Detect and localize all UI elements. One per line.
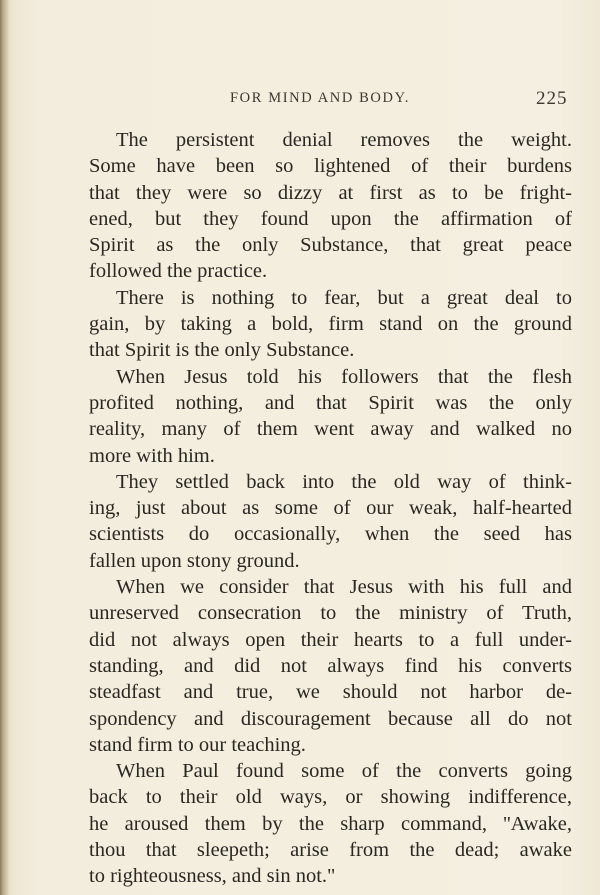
text-line: unreserved consecration to the ministry of Truth, bbox=[89, 602, 572, 625]
page-number: 225 bbox=[536, 88, 568, 109]
text-line: Some have been so lightened of their burdens bbox=[89, 155, 572, 178]
text-line: They settled back into the old way of think- bbox=[116, 470, 572, 493]
text-line: fallen upon stony ground. bbox=[89, 549, 300, 572]
text-line: to righteousness, and sin not." bbox=[89, 865, 336, 888]
text-line: that Spirit is the only Substance. bbox=[89, 339, 355, 362]
text-line: did not always open their hearts to a full under- bbox=[89, 628, 572, 651]
text-line: followed the practice. bbox=[89, 260, 268, 283]
text-line: that they were so dizzy at first as to be fright- bbox=[89, 181, 572, 204]
text-line: thou that sleepeth; arise from the dead; awake bbox=[89, 839, 572, 862]
text-line: When Paul found some of the converts going bbox=[116, 760, 572, 783]
text-line: steadfast and true, we should not harbor de- bbox=[89, 681, 572, 704]
text-line: reality, many of them went away and walked no bbox=[89, 418, 572, 441]
text-line: The persistent denial removes the weight. bbox=[116, 129, 572, 151]
text-line: When we consider that Jesus with his full and bbox=[116, 576, 572, 599]
running-head bbox=[0, 88, 600, 110]
text-line: back to their old ways, or showing indifference, bbox=[89, 786, 572, 809]
text-line: more with him. bbox=[89, 444, 215, 467]
text-line: There is nothing to fear, but a great deal to bbox=[116, 286, 572, 309]
page-gutter-edge bbox=[0, 0, 10, 895]
running-head-title: FOR MIND AND BODY. bbox=[230, 90, 411, 106]
text-line: gain, by taking a bold, firm stand on the ground bbox=[89, 313, 572, 336]
text-line: Spirit as the only Substance, that great peace bbox=[89, 234, 572, 257]
text-line: ing, just about as some of our weak, half-hearted bbox=[89, 497, 572, 520]
text-line: stand firm to our teaching. bbox=[89, 733, 306, 756]
text-line: profited nothing, and that Spirit was the only bbox=[89, 391, 572, 414]
body-text bbox=[89, 127, 572, 890]
text-line: When Jesus told his followers that the flesh bbox=[116, 365, 572, 388]
text-line: he aroused them by the sharp command, ''Awake, bbox=[89, 812, 572, 835]
text-line: standing, and did not always find his converts bbox=[89, 654, 572, 677]
text-line: spondency and discouragement because all do not bbox=[89, 707, 572, 730]
text-line: scientists do occasionally, when the seed has bbox=[89, 523, 572, 546]
text-line: ened, but they found upon the affirmation of bbox=[89, 207, 572, 230]
